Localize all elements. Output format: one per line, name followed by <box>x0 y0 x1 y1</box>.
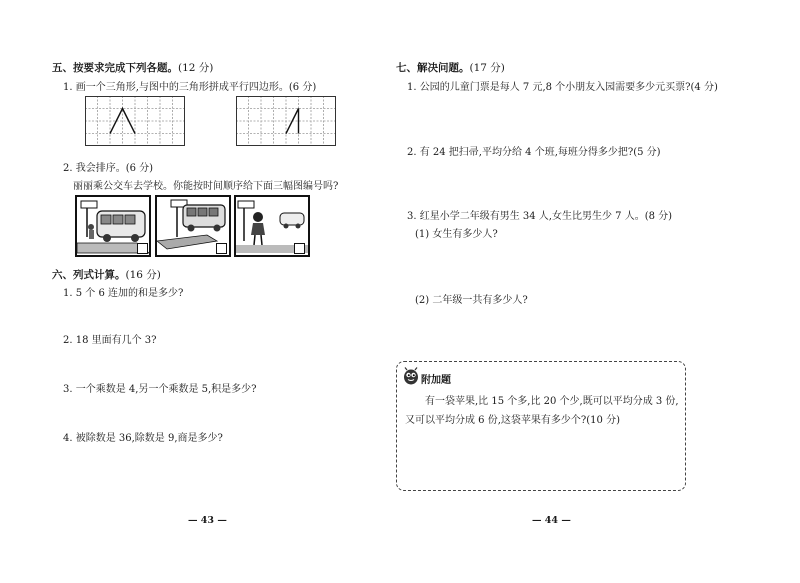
bonus-question-text: 有一袋苹果,比 15 个多,比 20 个少,既可以平均分成 3 份,又可以平均分成 6 份,这袋苹果有多少个?(10 分) <box>405 396 679 426</box>
section5-heading <box>52 60 213 75</box>
section6-question-4: 4. 被除数是 36,除数是 9,商是多少? <box>63 433 223 444</box>
section7-question-3-sub-2: (2) 二年级一共有多少人? <box>415 295 528 306</box>
triangle-grid-2 <box>236 96 336 146</box>
section7-heading <box>396 60 505 75</box>
order-answer-box-2[interactable] <box>216 243 227 254</box>
bonus-title: 附加题 <box>421 375 451 386</box>
section5-question-2: 2. 我会排序。(6 分) <box>63 163 154 174</box>
section5-title: 五、按要求完成下列各题。 <box>52 62 178 74</box>
section7-question-3-sub-1: (1) 女生有多少人? <box>415 229 498 240</box>
section6-heading <box>52 267 161 282</box>
section6-points: (16 分) <box>125 269 161 281</box>
order-answer-box-3[interactable] <box>294 243 305 254</box>
triangle-grid-1 <box>85 96 185 146</box>
section6-question-2: 2. 18 里面有几个 3? <box>63 335 157 346</box>
section7-points: (17 分) <box>469 62 505 74</box>
section6-title: 六、列式计算。 <box>52 269 126 281</box>
section6-question-3: 3. 一个乘数是 4,另一个乘数是 5,积是多少? <box>63 384 257 395</box>
section7-question-2: 2. 有 24 把扫帚,平均分给 4 个班,每班分得多少把?(5 分) <box>407 147 661 158</box>
section5-question-1: 1. 画一个三角形,与图中的三角形拼成平行四边形。(6 分) <box>63 82 317 93</box>
section5-points: (12 分) <box>178 62 214 74</box>
section7-question-3: 3. 红星小学二年级有男生 34 人,女生比男生少 7 人。(8 分) <box>407 211 673 222</box>
page-number-right: — 44 — <box>532 515 571 526</box>
order-answer-box-1[interactable] <box>137 243 148 254</box>
page-number-left: — 43 — <box>188 515 227 526</box>
section7-title: 七、解决问题。 <box>396 62 470 74</box>
section6-question-1: 1. 5 个 6 连加的和是多少? <box>63 288 184 299</box>
mascot-icon <box>402 367 420 385</box>
section7-question-1: 1. 公园的儿童门票是每人 7 元,8 个小朋友入园需要多少元买票?(4 分) <box>407 82 718 93</box>
bonus-question-box <box>396 361 686 491</box>
section5-question-2-description: 丽丽乘公交车去学校。你能按时间顺序给下面三幅图编号吗? <box>73 181 339 192</box>
